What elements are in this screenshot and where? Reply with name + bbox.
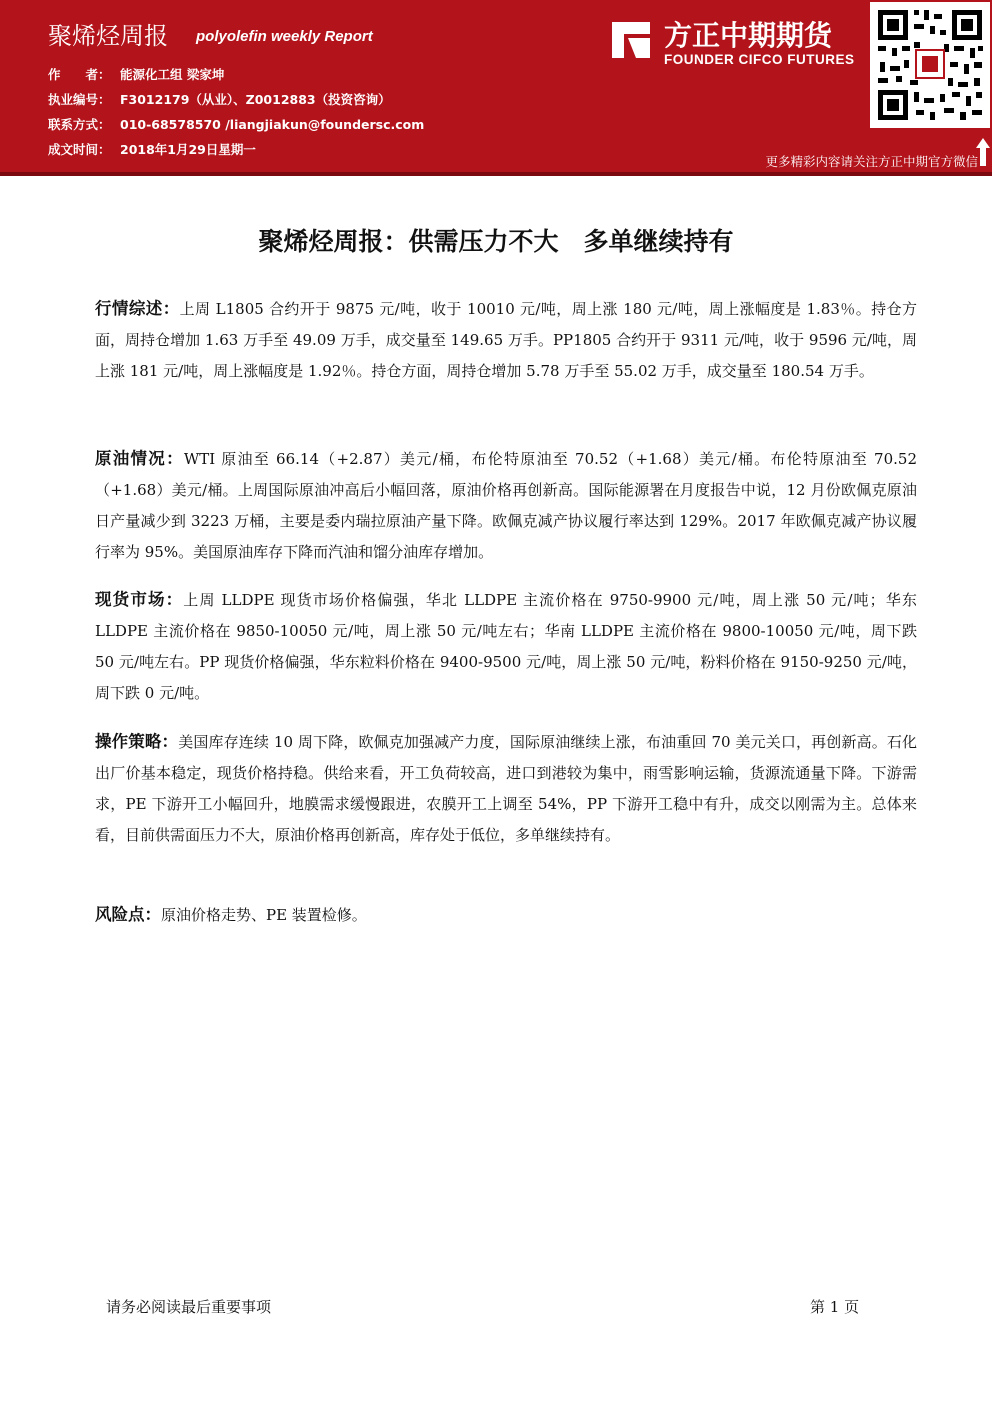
section-risk bbox=[95, 899, 917, 931]
report-header bbox=[0, 0, 992, 172]
section-label: 原油情况： bbox=[95, 449, 184, 468]
company-brand bbox=[606, 12, 866, 72]
arrow-up-icon bbox=[976, 138, 990, 166]
company-name-en: FOUNDER CIFCO FUTURES bbox=[664, 52, 855, 67]
meta-label: 成文时间： bbox=[48, 142, 111, 157]
company-name-cn: 方正中期期货 bbox=[664, 19, 833, 52]
meta-label: 执业编号： bbox=[48, 92, 111, 107]
footer-notice: 请务必阅读最后重要事项 bbox=[106, 1298, 272, 1316]
page-number: 第 1 页 bbox=[810, 1298, 860, 1316]
company-logo-icon bbox=[606, 16, 656, 64]
report-title: 聚烯烃周报 bbox=[48, 22, 168, 50]
report-subtitle: polyolefin weekly Report bbox=[196, 28, 373, 45]
section-strategy bbox=[95, 726, 917, 851]
section-text: 美国库存连续 10 周下降，欧佩克加强减产力度，国际原油继续上涨，布油重回 70 美元关口，再创新高。石化出厂价基本稳定，现货价格持稳。供给来看，开工负荷较高，进口到港较为集中，雨雪影响运输，货源流通量下降。下游需求，PE 下游开工小幅回升，地膜需求缓慢跟进，农膜开工上调至 54%，PP 下游开工稳中有升，成交以刚需为主。总体来看，目前供需面压力不大，原油价格再创新高，库存处于低位，多单继续持有。 bbox=[95, 733, 917, 844]
meta-license bbox=[48, 87, 424, 112]
meta-label: 作 者： bbox=[48, 67, 111, 82]
follow-wechat-text: 更多精彩内容请关注方正中期官方微信 bbox=[765, 154, 978, 169]
wechat-qr-code bbox=[870, 2, 990, 128]
section-crude-oil bbox=[95, 443, 917, 568]
meta-value: 010-68578570 /liangjiakun@foundersc.com bbox=[120, 117, 425, 132]
section-text: WTI 原油至 66.14（+2.87）美元/桶，布伦特原油至 70.52（+1.68）美元/桶。布伦特原油至 70.52（+1.68）美元/桶。上周国际原油冲高后小幅回落，原油价格再创新高。国际能源署在月度报告中说，12 月份欧佩克原油日产量减少到 3223 万桶，主要是委内瑞拉原油产量下降。欧佩克减产协议履行率达到 129%。2017 年欧佩克减产协议履行率为 95%。美国原油库存下降而汽油和馏分油库存增加。 bbox=[95, 450, 918, 561]
meta-value: 能源化工组 梁家坤 bbox=[120, 67, 225, 82]
section-text: 上周 L1805 合约开于 9875 元/吨，收于 10010 元/吨，周上涨 180 元/吨，周上涨幅度是 1.83％。持仓方面，周持仓增加 1.63 万手至 49.09 万手，成交量至 149.65 万手。PP1805 合约开于 9311 元/吨，收于 9596 元/吨，周上涨 181 元/吨，周上涨幅度是 1.92％。持仓方面，周持仓增加 5.78 万手至 55.02 万手，成交量至 180.54 万手。 bbox=[95, 300, 917, 380]
section-label: 操作策略： bbox=[95, 732, 179, 751]
section-text: 原油价格走势、PE 装置检修。 bbox=[161, 906, 367, 924]
section-label: 现货市场： bbox=[95, 590, 184, 609]
meta-author bbox=[48, 62, 424, 87]
meta-value: 2018年1月29日星期一 bbox=[120, 142, 256, 157]
document-title: 聚烯烃周报：供需压力不大 多单继续持有 bbox=[258, 227, 734, 256]
section-label: 行情综述： bbox=[95, 299, 180, 318]
section-spot-market bbox=[95, 584, 917, 709]
meta-contact bbox=[48, 112, 424, 137]
meta-date bbox=[48, 137, 424, 162]
author-meta bbox=[48, 62, 424, 162]
header-divider bbox=[0, 172, 992, 176]
meta-label: 联系方式： bbox=[48, 117, 111, 132]
meta-value: F3012179（从业）、Z0012883（投资咨询） bbox=[120, 92, 391, 107]
section-market-summary bbox=[95, 293, 917, 387]
section-text: 上周 LLDPE 现货市场价格偏强，华北 LLDPE 主流价格在 9750-9900 元/吨，周上涨 50 元/吨；华东 LLDPE 主流价格在 9850-10050 元/吨，周上涨 50 元/吨左右；华南 LLDPE 主流价格在 9800-10050 元/吨，周下跌 50 元/吨左右。PP 现货价格偏强，华东粒料价格在 9400-9500 元/吨，周上涨 50 元/吨，粉料价格在 9150-9250 元/吨，周下跌 0 元/吨。 bbox=[95, 591, 918, 702]
section-label: 风险点： bbox=[95, 905, 161, 924]
